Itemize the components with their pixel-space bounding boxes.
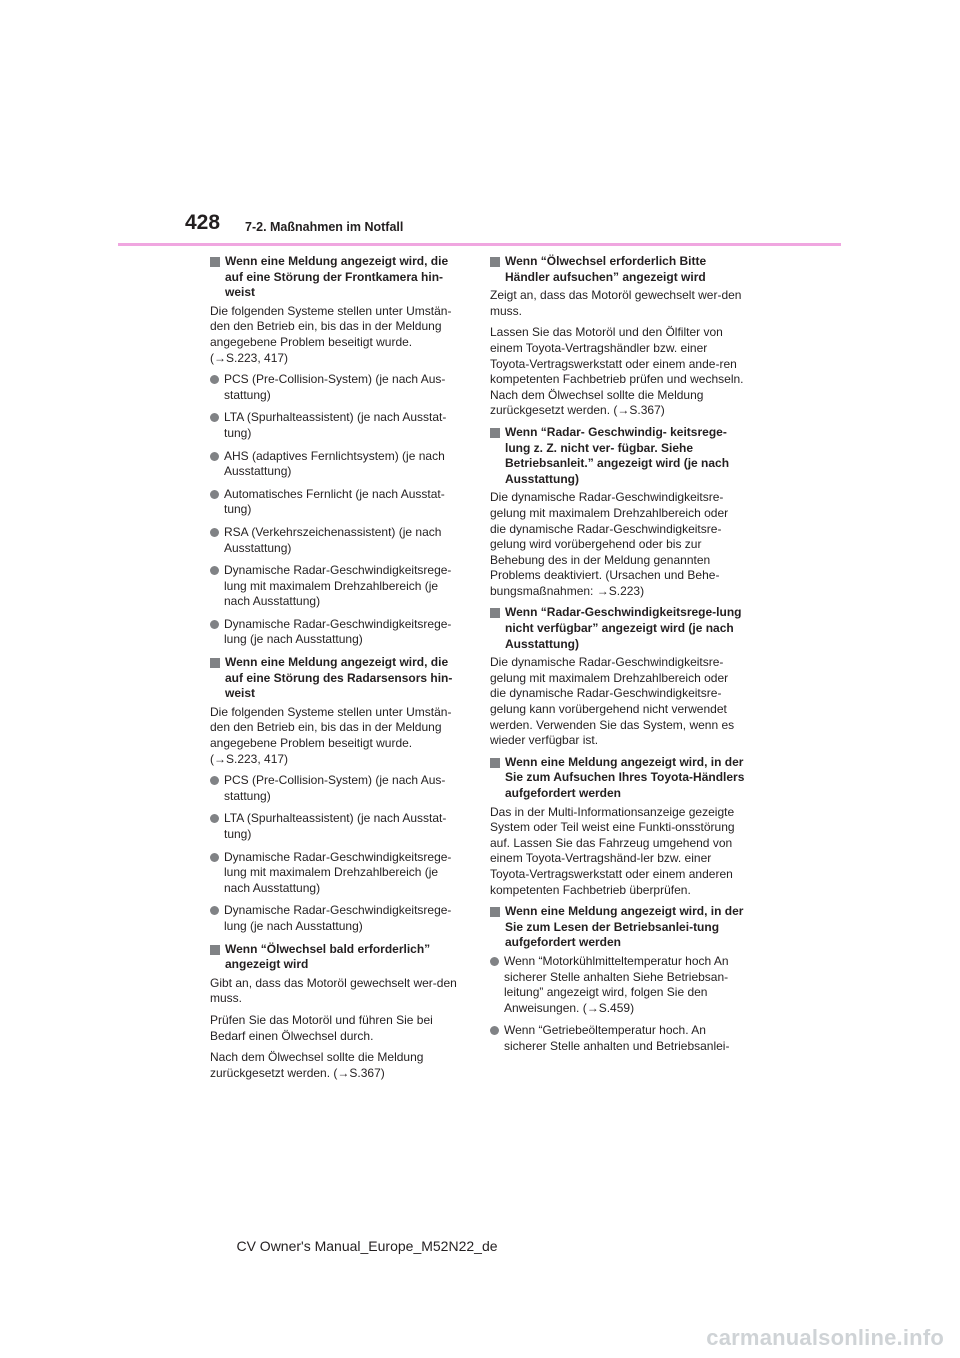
section-heading — [490, 904, 745, 951]
square-bullet-icon — [490, 907, 500, 917]
section-heading — [490, 254, 745, 285]
bullet-text: PCS (Pre-Collision-System) (je nach Aus-stattung) — [224, 773, 446, 803]
bullet-text: LTA (Spurhalteassistent) (je nach Ausstat-tung) — [224, 811, 447, 841]
paragraph: Nach dem Ölwechsel sollte die Meldung zurückgesetzt werden. (→S.367) — [210, 1050, 424, 1080]
heading-text: Wenn “Radar-Geschwindigkeitsrege-lung nicht verfügbar” angezeigt wird (je nach Ausstattung) — [505, 605, 742, 651]
bullet-item — [210, 903, 465, 934]
bullet-item — [210, 487, 465, 518]
circle-bullet-icon — [210, 906, 219, 915]
circle-bullet-icon — [210, 566, 219, 575]
page-number: 428 — [185, 211, 221, 234]
heading-text: Wenn eine Meldung angezeigt wird, in der Sie zum Lesen der Betriebsanlei-tung aufgefordert werden — [505, 904, 744, 950]
circle-bullet-icon — [210, 528, 219, 537]
circle-bullet-icon — [210, 413, 219, 422]
section-heading — [490, 425, 745, 487]
paragraph: Gibt an, dass das Motoröl gewechselt wer-den muss. — [210, 975, 457, 1006]
section-heading — [490, 755, 745, 802]
bullet-text: Dynamische Radar-Geschwindigkeitsrege-lung mit maximalem Drehzahlbereich (je nach Ausstattung) — [224, 563, 452, 609]
right-column — [490, 254, 745, 1062]
bullet-text: Dynamische Radar-Geschwindigkeitsrege-lung (je nach Ausstattung) — [224, 903, 452, 933]
circle-bullet-icon — [210, 452, 219, 461]
bullet-item — [210, 811, 465, 842]
bullet-item — [210, 525, 465, 556]
heading-text: Wenn eine Meldung angezeigt wird, die auf eine Störung der Frontkamera hin-weist — [225, 254, 449, 300]
square-bullet-icon — [490, 257, 500, 267]
paragraph: Die folgenden Systeme stellen unter Umstän-den den Betrieb ein, bis das in der Meldung angegebene Problem beseitigt wurde. (→S.223, 417) — [210, 704, 452, 766]
bullet-text: PCS (Pre-Collision-System) (je nach Aus-stattung) — [224, 372, 446, 402]
bullet-item — [210, 372, 465, 403]
bullet-item — [210, 850, 465, 897]
square-bullet-icon — [210, 257, 220, 267]
bullet-text: AHS (adaptives Fernlichtsystem) (je nach Ausstattung) — [224, 448, 445, 479]
section-title: 7-2. Maßnahmen im Notfall — [245, 220, 404, 234]
circle-bullet-icon — [210, 776, 219, 785]
circle-bullet-icon — [490, 957, 499, 966]
left-column — [210, 254, 465, 1087]
bullet-text: Automatisches Fernlicht (je nach Ausstat-tung) — [224, 486, 445, 517]
heading-text: Wenn “Radar- Geschwindig- keitsrege-lung z. Z. nicht ver- fügbar. Siehe Betriebsanleit.” angezeigt wird (je nach Ausstattung) — [505, 424, 730, 486]
paragraph: Prüfen Sie das Motoröl und führen Sie bei Bedarf einen Ölwechsel durch. — [210, 1012, 433, 1043]
bullet-text: LTA (Spurhalteassistent) (je nach Ausstat-tung) — [224, 410, 447, 440]
square-bullet-icon — [210, 945, 220, 955]
paragraph: Zeigt an, dass das Motoröl gewechselt wer-den muss. — [490, 288, 742, 318]
circle-bullet-icon — [210, 490, 219, 499]
bullet-item — [210, 617, 465, 648]
bullet-item — [210, 410, 465, 441]
section-heading — [210, 942, 465, 973]
circle-bullet-icon — [490, 1026, 499, 1035]
square-bullet-icon — [490, 758, 500, 768]
heading-text: Wenn “Ölwechsel erforderlich Bitte Händler aufsuchen” angezeigt wird — [505, 254, 707, 284]
bullet-item — [490, 954, 745, 1016]
watermark: carmanualsonline.info — [706, 1325, 944, 1350]
bullet-text: RSA (Verkehrszeichenassistent) (je nach Ausstattung) — [224, 524, 442, 555]
bullet-text: Dynamische Radar-Geschwindigkeitsrege-lung mit maximalem Drehzahlbereich (je nach Ausstattung) — [224, 849, 452, 895]
section-heading — [210, 254, 465, 301]
circle-bullet-icon — [210, 853, 219, 862]
circle-bullet-icon — [210, 375, 219, 384]
bullet-item — [490, 1023, 745, 1054]
footer-text: CV Owner's Manual_Europe_M52N22_de — [236, 1238, 498, 1254]
bullet-text: Wenn “Motorkühlmitteltemperatur hoch An sicherer Stelle anhalten Siehe Betriebsan-leitung” angezeigt wird, folgen Sie den Anweisungen. (→S.459) — [504, 953, 729, 1015]
circle-bullet-icon — [210, 620, 219, 629]
paragraph: Die folgenden Systeme stellen unter Umstän-den den Betrieb ein, bis das in der Meldung angegebene Problem beseitigt wurde. (→S.223, 417) — [210, 303, 452, 365]
square-bullet-icon — [490, 428, 500, 438]
heading-text: Wenn “Ölwechsel bald erforderlich” angezeigt wird — [225, 941, 431, 972]
bullet-item — [210, 563, 465, 610]
square-bullet-icon — [490, 608, 500, 618]
heading-text: Wenn eine Meldung angezeigt wird, die auf eine Störung des Radarsensors hin-weist — [225, 655, 453, 701]
square-bullet-icon — [210, 658, 220, 668]
bullet-item — [210, 773, 465, 804]
paragraph: Die dynamische Radar-Geschwindigkeitsre-gelung mit maximalem Drehzahlbereich oder die dynamische Radar-Geschwindigkeitsre-gelung kann vorübergehend nicht verwendet werden. Verwenden Sie das System, wenn es wieder verfügbar ist. — [490, 655, 735, 748]
page-footer — [0, 1237, 960, 1256]
paragraph: Das in der Multi-Informationsanzeige gezeigte System oder Teil weist eine Funkti-onsstörung auf. Lassen Sie das Fahrzeug umgehend von einem Toyota-Vertragshänd-ler bzw. einer Toyota-Vertragswerkstatt oder einem anderen kompetenten Fachbetrieb überprüfen. — [490, 804, 735, 897]
bullet-text: Wenn “Getriebeöltemperatur hoch. An sicherer Stelle anhalten und Betriebsanlei- — [504, 1023, 730, 1053]
section-heading — [490, 605, 745, 652]
bullet-text: Dynamische Radar-Geschwindigkeitsrege-lung (je nach Ausstattung) — [224, 616, 452, 647]
circle-bullet-icon — [210, 814, 219, 823]
paragraph: Lassen Sie das Motoröl und den Ölfilter von einem Toyota-Vertragshändler bzw. einer Toyota-Vertragswerkstatt oder einem ande-ren kompetenten Fachbetrieb prüfen und wechseln. Nach dem Ölwechsel sollte die Meldung zurückgesetzt werden. (→S.367) — [490, 325, 744, 418]
heading-text: Wenn eine Meldung angezeigt wird, in der Sie zum Aufsuchen Ihres Toyota-Händlers aufgefordert werden — [505, 754, 745, 800]
section-heading — [210, 655, 465, 702]
paragraph: Die dynamische Radar-Geschwindigkeitsre-gelung mit maximalem Drehzahlbereich oder die dynamische Radar-Geschwindigkeitsre-gelung wird vorübergehend oder bis zur Behebung des in der Meldung genannten Problems deaktiviert. (Ursachen und Behe-bungsmaßnahmen: →S.223) — [490, 490, 729, 598]
bullet-item — [210, 449, 465, 480]
header-rule — [118, 243, 841, 246]
page-header — [0, 0, 960, 250]
